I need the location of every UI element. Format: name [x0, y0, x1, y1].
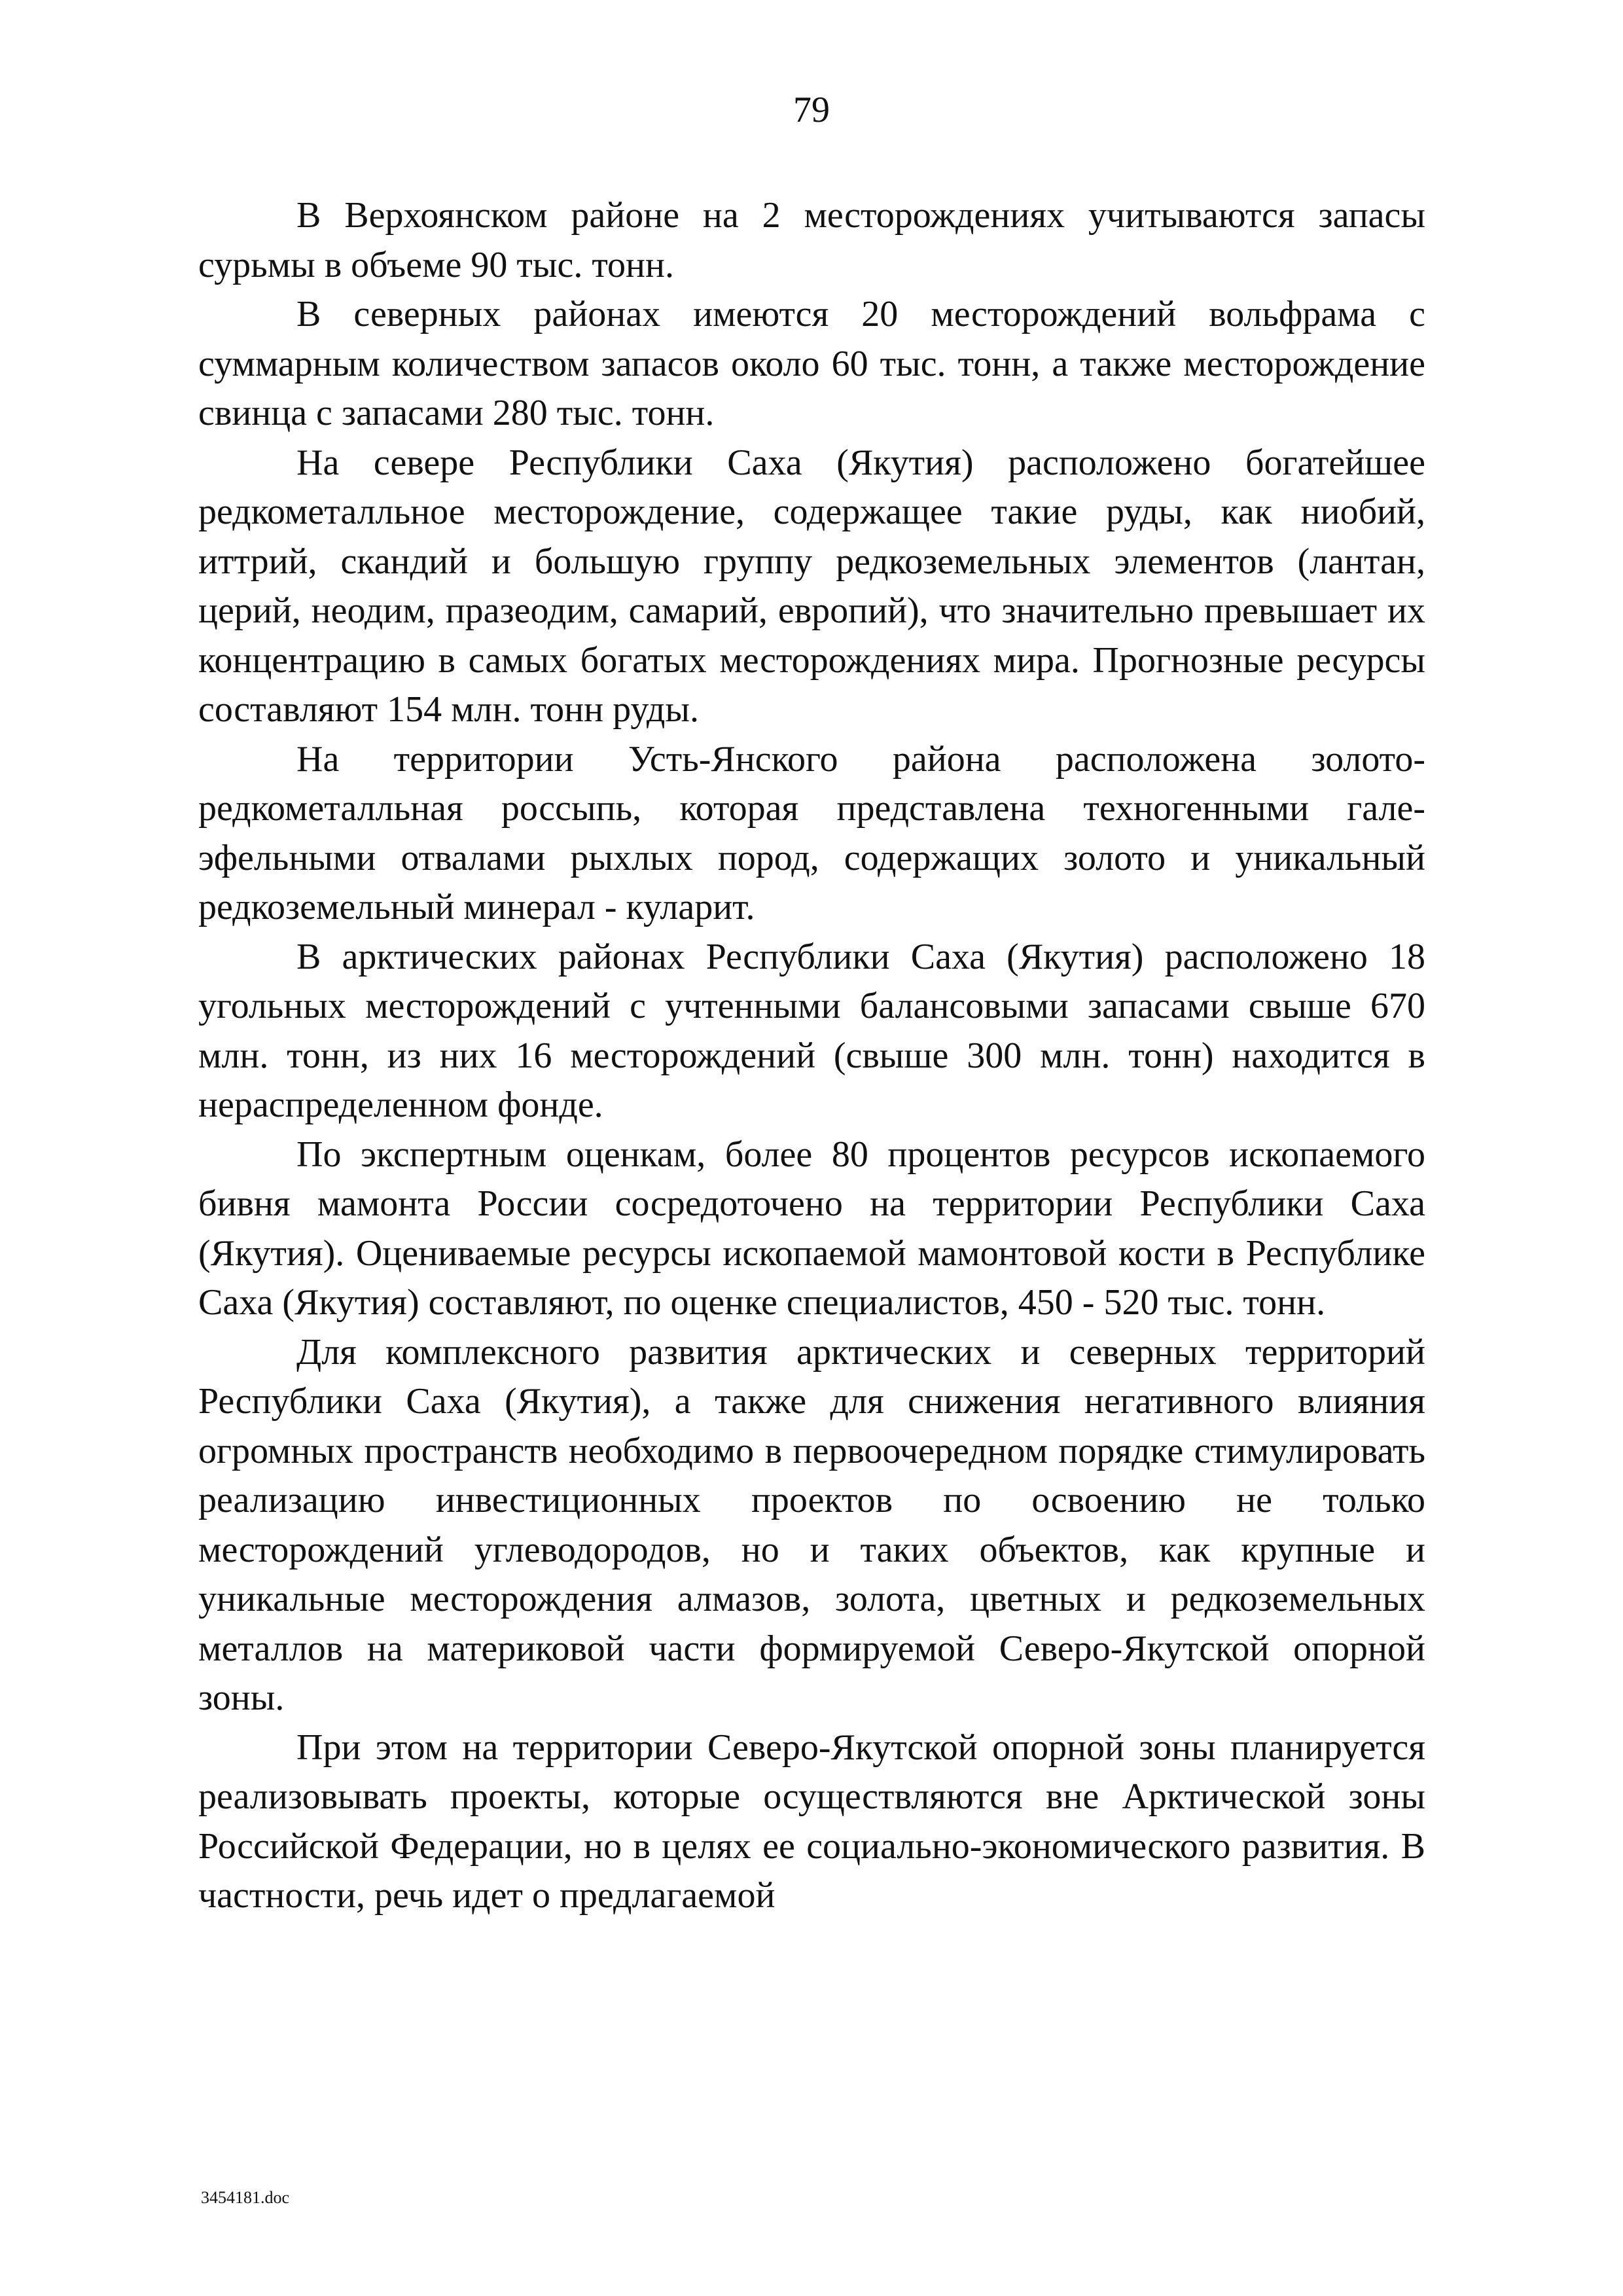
paragraph: В северных районах имеются 20 месторождений вольфрама с суммарным количеством запасов около 60 тыс. тонн, а также месторождение свинца с запасами 280 тыс. тонн.: [198, 294, 1425, 433]
paragraph: По экспертным оценкам, более 80 процентов ресурсов ископаемого бивня мамонта России сосредоточено на территории Республики Саха (Якутия). Оцениваемые ресурсы ископаемой мамонтовой кости в Республике Саха (Якутия) составляют, по оценке специалистов, 450 - 520 тыс. тонн.: [198, 1134, 1425, 1323]
paragraph: В Верхоянском районе на 2 месторождениях учитываются запасы сурьмы в объеме 90 тыс. тонн.: [198, 195, 1425, 285]
paragraph: На севере Республики Саха (Якутия) расположено богатейшее редкометалльное месторождение, содержащее такие руды, как ниобий, иттрий, скандий и большую группу редкоземельных элементов (лантан, церий, неодим, празеодим, самарий, европий), что значительно превышает их концентрацию в самых богатых месторождениях мира. Прогнозные ресурсы составляют 154 млн. тонн руды.: [198, 442, 1425, 730]
footer-doc-code: 3454181.doc: [201, 2188, 290, 2207]
page-number: 79: [793, 90, 830, 130]
body-text: [198, 191, 1425, 1921]
paragraph: Для комплексного развития арктических и северных территорий Республики Саха (Якутия), а также для снижения негативного влияния огромных пространств необходимо в первоочередном порядке стимулировать реализацию инвестиционных проектов по освоению не только месторождений углеводородов, но и таких объектов, как крупные и уникальные месторождения алмазов, золота, цветных и редкоземельных металлов на материковой части формируемой Северо-Якутской опорной зоны.: [198, 1331, 1425, 1718]
paragraph: На территории Усть-Янского района расположена золото-редкометалльная россыпь, которая представлена техногенными гале-эфельными отвалами рыхлых пород, содержащих золото и уникальный редкоземельный минерал - куларит.: [198, 738, 1425, 927]
paragraph: При этом на территории Северо-Якутской опорной зоны планируется реализовывать проекты, которые осуществляются вне Арктической зоны Российской Федерации, но в целях ее социально-экономического развития. В частности, речь идет о предлагаемой: [198, 1727, 1425, 1916]
paragraph: В арктических районах Республики Саха (Якутия) расположено 18 угольных месторождений с учтенными балансовыми запасами свыше 670 млн. тонн, из них 16 месторождений (свыше 300 млн. тонн) находится в нераспределенном фонде.: [198, 936, 1425, 1125]
